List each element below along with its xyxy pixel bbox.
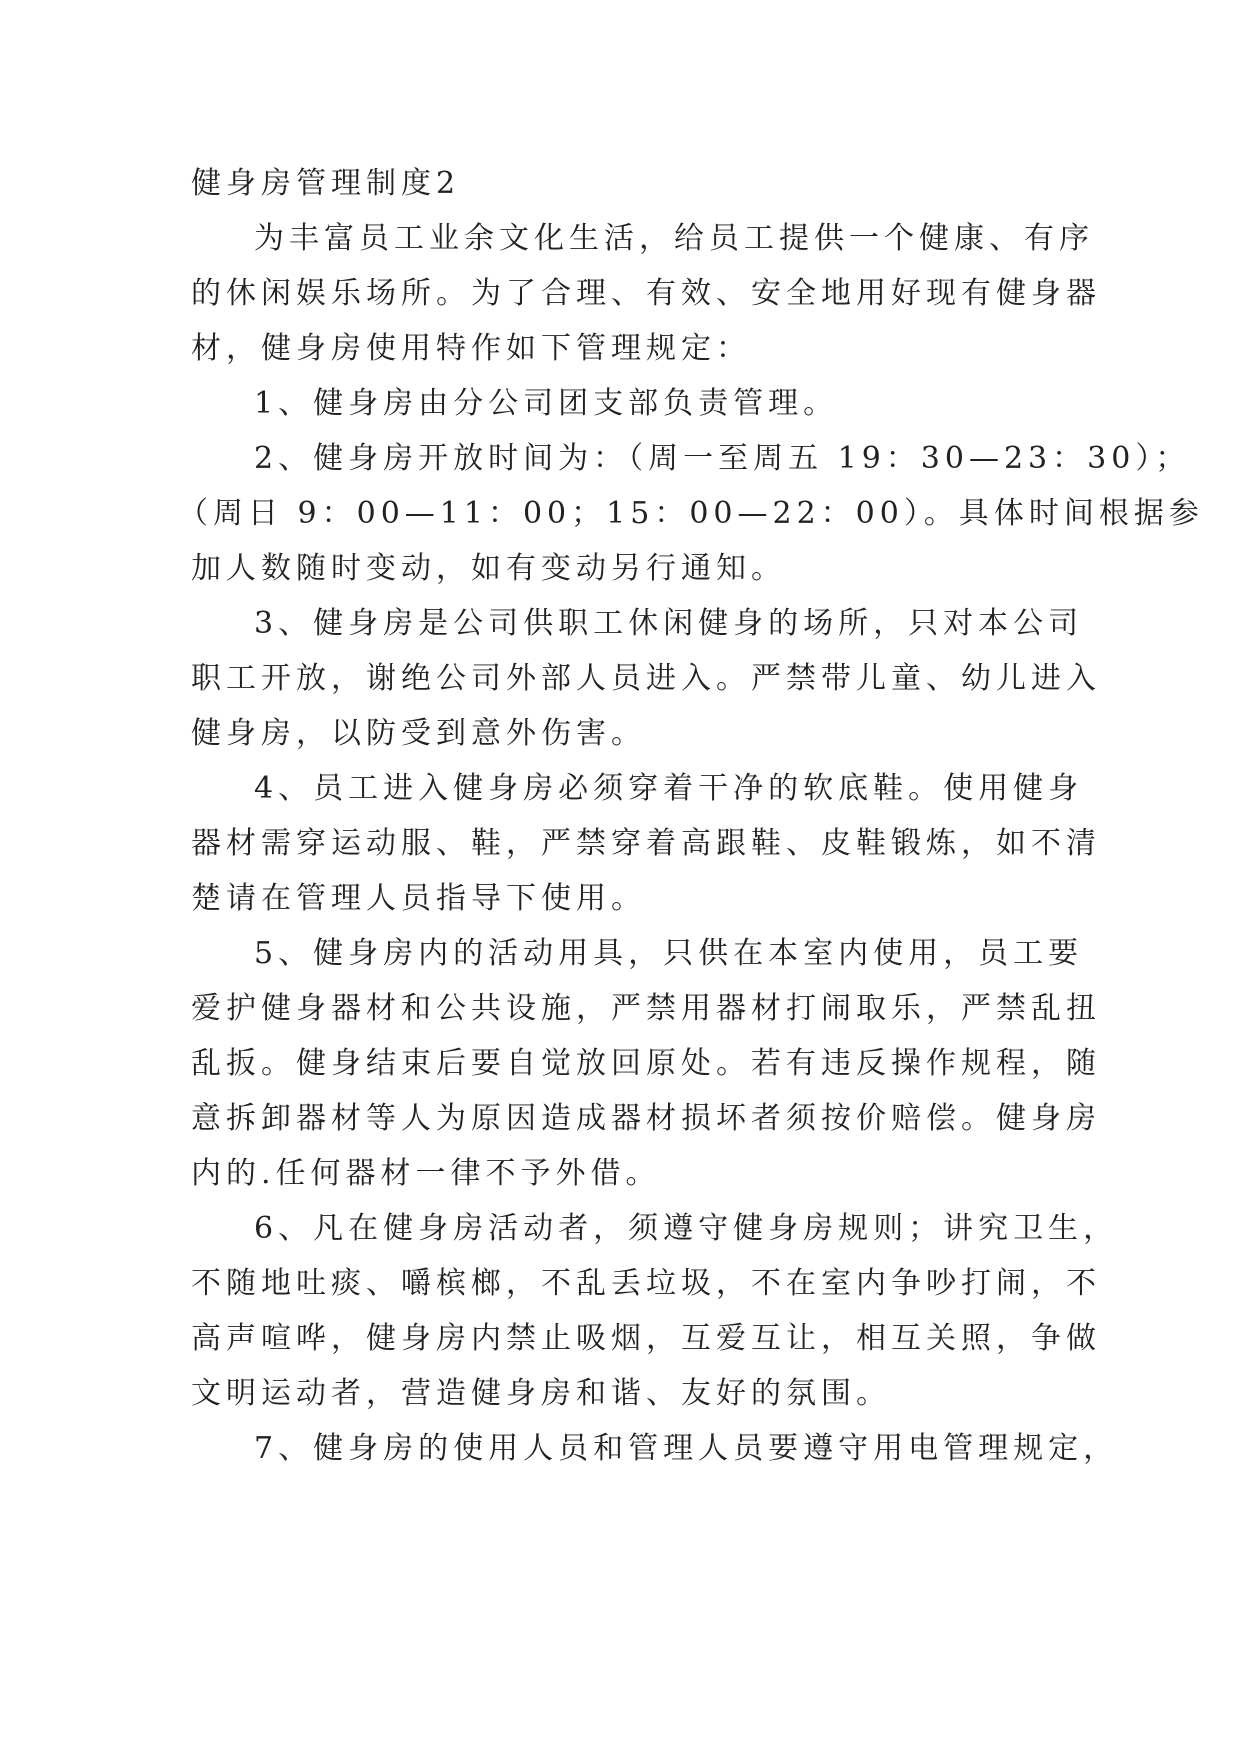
rule-6-line: 文明运动者，营造健身房和谐、友好的氛围。 — [191, 1376, 891, 1411]
rule-6-line: 不随地吐痰、嚼槟榔，不乱丢垃圾，不在室内争吵打闹，不 — [191, 1266, 1101, 1301]
rule-3-line: 职工开放，谢绝公司外部人员进入。严禁带儿童、幼儿进入 — [191, 661, 1101, 696]
rule-6-line: 高声喧哗，健身房内禁止吸烟，互爱互让，相互关照，争做 — [191, 1321, 1101, 1356]
rule-5-line: 内的.任何器材一律不予外借。 — [191, 1156, 661, 1191]
rule-5-line: 意拆卸器材等人为原因造成器材损坏者须按价赔偿。健身房 — [191, 1101, 1101, 1136]
rule-3-line: 健身房，以防受到意外伤害。 — [191, 716, 646, 751]
paragraph-intro-line: 为丰富员工业余文化生活，给员工提供一个健康、有序 — [254, 221, 1094, 256]
rule-2-line: 2、健身房开放时间为：（周一至周五 19：30—23：30）； — [254, 441, 1191, 476]
rule-7-line: 7、健身房的使用人员和管理人员要遵守用电管理规定， — [254, 1431, 1119, 1466]
rule-4-line: 4、员工进入健身房必须穿着干净的软底鞋。使用健身 — [254, 771, 1084, 806]
paragraph-intro-line: 材，健身房使用特作如下管理规定： — [191, 331, 751, 366]
rule-2-line: （周日 9：00—11：00；15：00—22：00）。具体时间根据参 — [178, 496, 1204, 531]
rule-4-line: 器材需穿运动服、鞋，严禁穿着高跟鞋、皮鞋锻炼，如不清 — [191, 826, 1101, 861]
rule-6-line: 6、凡在健身房活动者，须遵守健身房规则；讲究卫生， — [254, 1211, 1119, 1246]
paragraph-intro-line: 的休闲娱乐场所。为了合理、有效、安全地用好现有健身器 — [191, 276, 1101, 311]
rule-5-line: 5、健身房内的活动用具，只供在本室内使用，员工要 — [254, 936, 1084, 971]
rule-5-line: 爱护健身器材和公共设施，严禁用器材打闹取乐，严禁乱扭 — [191, 991, 1101, 1026]
rule-2-line: 加人数随时变动，如有变动另行通知。 — [191, 551, 786, 586]
rule-3-line: 3、健身房是公司供职工休闲健身的场所，只对本公司 — [254, 606, 1084, 641]
rule-5-line: 乱扳。健身结束后要自觉放回原处。若有违反操作规程，随 — [191, 1046, 1101, 1081]
document-title: 健身房管理制度2 — [191, 166, 461, 201]
rule-1-line: 1、健身房由分公司团支部负责管理。 — [254, 386, 839, 421]
rule-4-line: 楚请在管理人员指导下使用。 — [191, 881, 646, 916]
